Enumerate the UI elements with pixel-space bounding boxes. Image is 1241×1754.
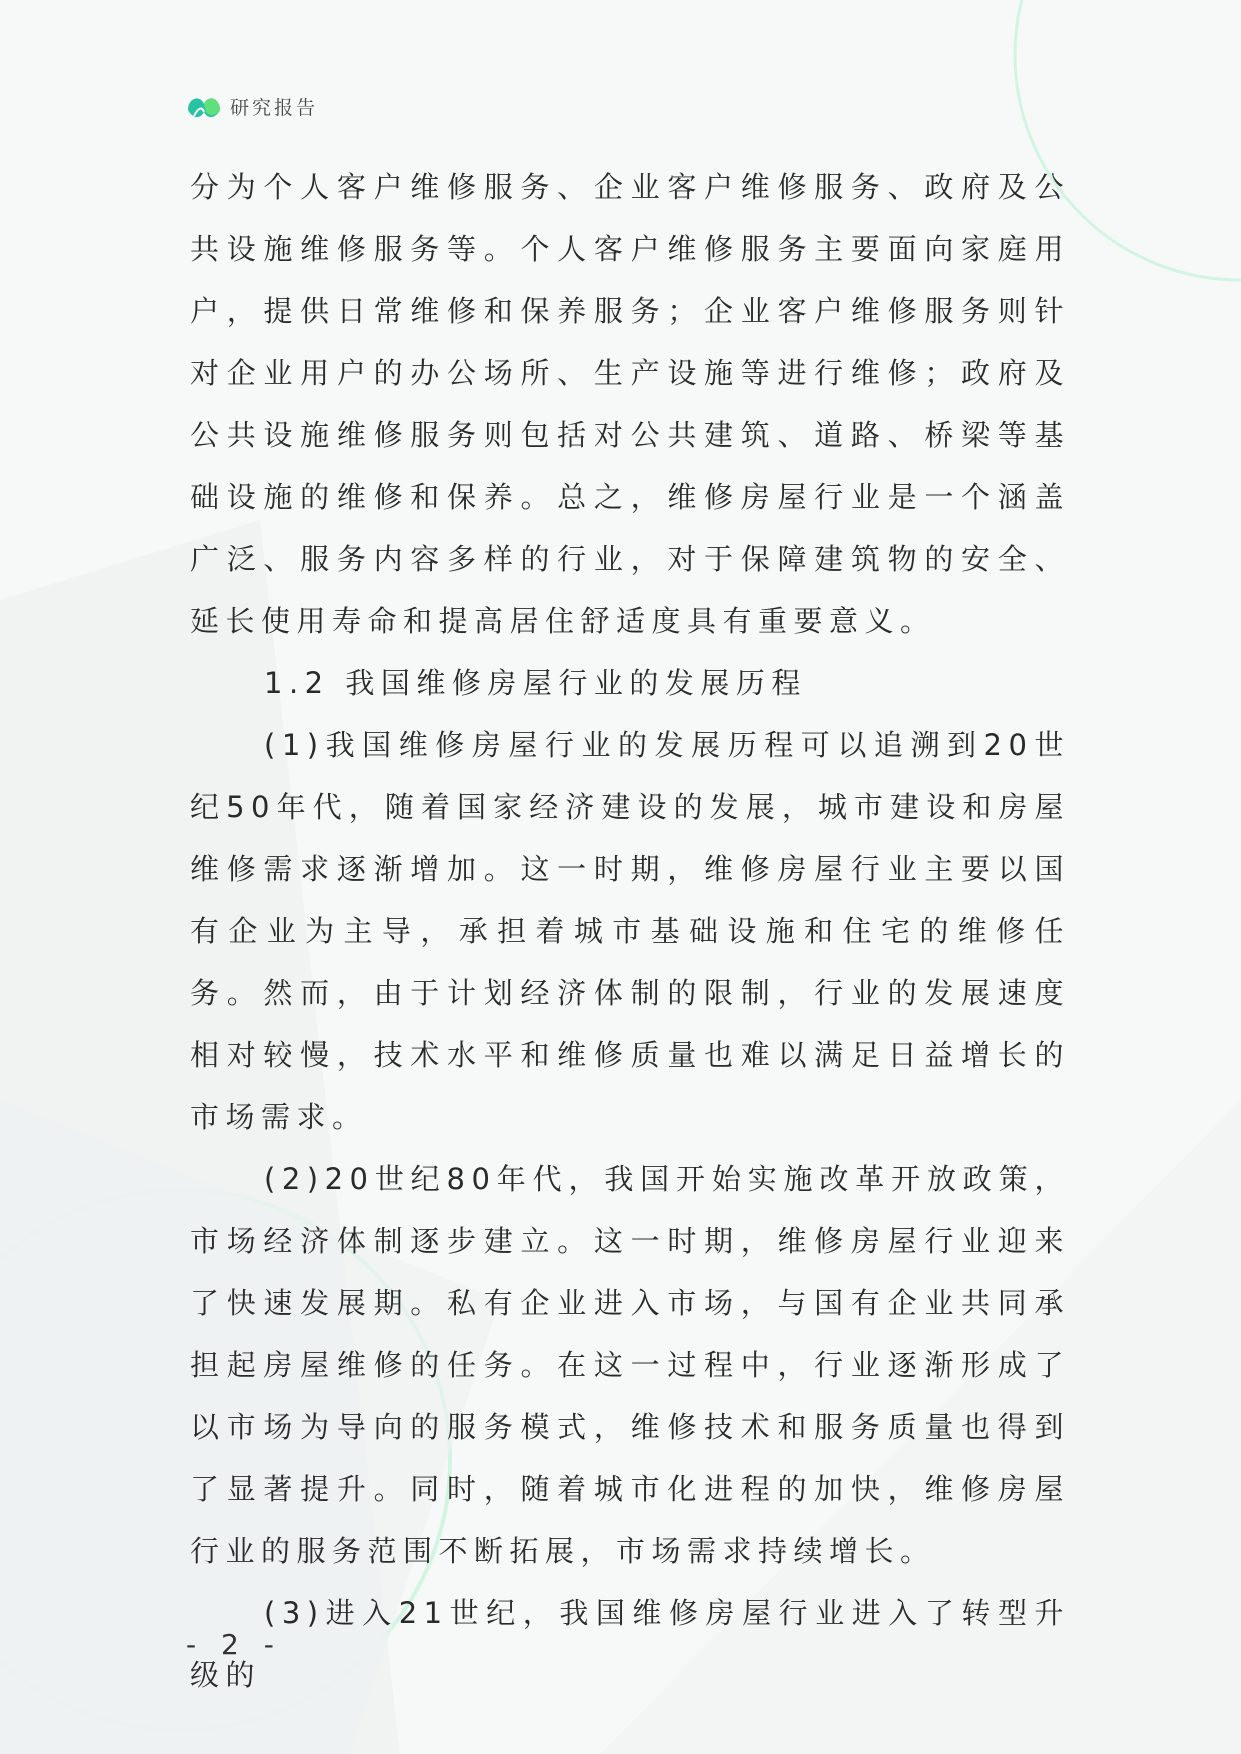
- report-header: [186, 86, 318, 126]
- paragraph-3: (3)进入21世纪，我国维修房屋行业进入了转型升级的: [190, 1596, 1070, 1692]
- document-body: [190, 156, 1070, 1706]
- page-number: - 2 -: [186, 1628, 282, 1661]
- leaf-logo-icon: [186, 90, 222, 122]
- paragraph-2: (2)20世纪80年代，我国开始实施改革开放政策，市场经济体制逐步建立。这一时期，维修房屋行业迎来了快速发展期。私有企业进入市场，与国有企业共同承担起房屋维修的任务。在这一过程中，行业逐渐形成了以市场为导向的服务模式，维修技术和服务质量也得到了显著提升。同时，随着城市化进程的加快，维修房屋行业的服务范围不断拓展，市场需求持续增长。: [190, 1162, 1070, 1568]
- paragraph-1: (1)我国维修房屋行业的发展历程可以追溯到20世纪50年代，随着国家经济建设的发展，城市建设和房屋维修需求逐渐增加。这一时期，维修房屋行业主要以国有企业为主导，承担着城市基础设施和住宅的维修任务。然而，由于计划经济体制的限制，行业的发展速度相对较慢，技术水平和维修质量也难以满足日益增长的市场需求。: [190, 728, 1070, 1134]
- section-heading: 1.2 我国维修房屋行业的发展历程: [264, 666, 807, 700]
- intro-paragraph: 分为个人客户维修服务、企业客户维修服务、政府及公共设施维修服务等。个人客户维修服务主要面向家庭用户，提供日常维修和保养服务；企业客户维修服务则针对企业用户的办公场所、生产设施等进行维修；政府及公共设施维修服务则包括对公共建筑、道路、桥梁等基础设施的维修和保养。总之，维修房屋行业是一个涵盖广泛、服务内容多样的行业，对于保障建筑物的安全、延长使用寿命和提高居住舒适度具有重要意义。: [190, 170, 1070, 638]
- header-title: 研究报告: [230, 96, 319, 119]
